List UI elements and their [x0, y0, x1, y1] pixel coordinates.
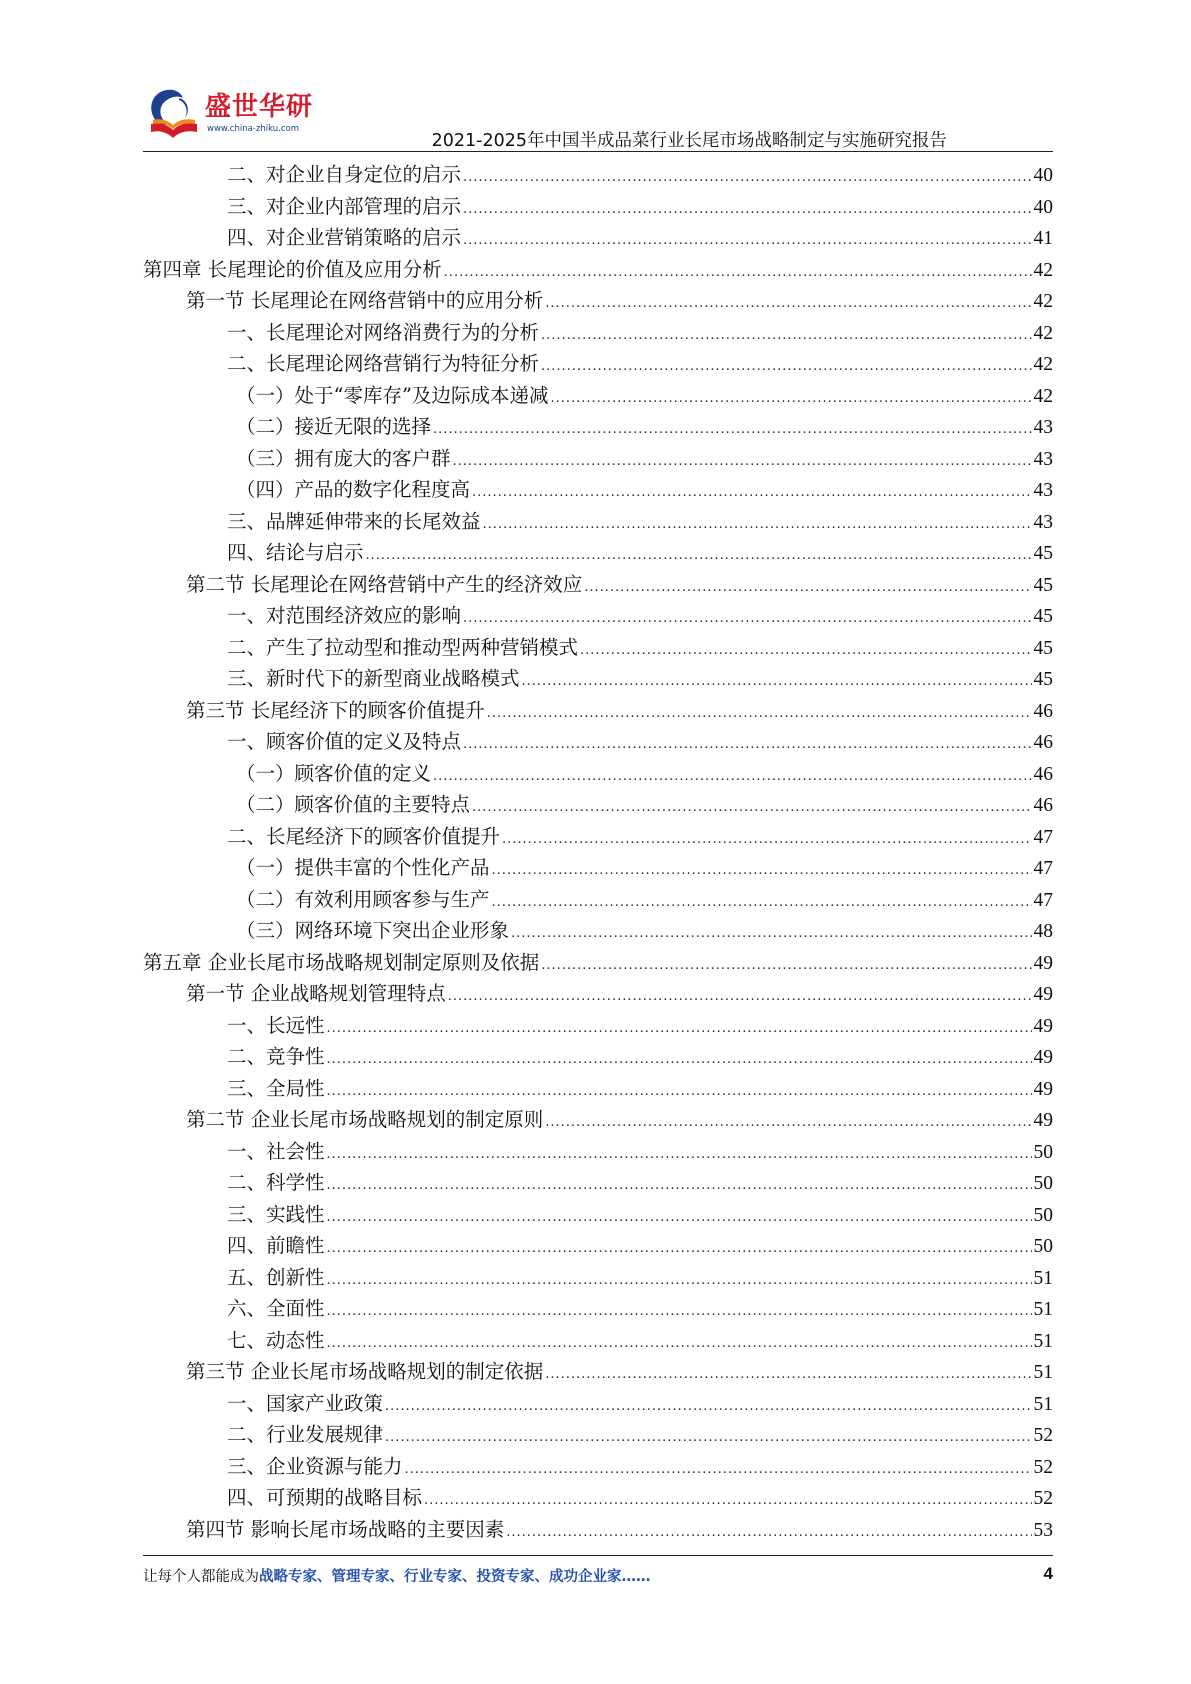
toc-entry-page: 51 — [1033, 1330, 1053, 1352]
brand-logo — [143, 84, 313, 144]
toc-entry-label: 第一节 企业战略规划管理特点 — [186, 982, 446, 1005]
toc-entry[interactable] — [143, 789, 1053, 821]
toc-entry-label: 一、对范围经济效应的影响 — [227, 604, 462, 627]
toc-entry[interactable] — [143, 632, 1053, 664]
toc-entry-page: 50 — [1033, 1204, 1053, 1226]
toc-entry[interactable] — [143, 506, 1053, 538]
toc-dot-leader — [444, 265, 1032, 280]
toc-dot-leader — [502, 832, 1031, 847]
toc-entry-label: 七、动态性 — [227, 1328, 325, 1352]
toc-entry-page: 47 — [1033, 889, 1053, 911]
toc-entry-page: 52 — [1033, 1488, 1053, 1509]
toc-entry-page: 46 — [1033, 700, 1053, 722]
toc-entry-label: 二、长尾理论网络营销行为特征分析 — [227, 352, 540, 375]
toc-entry-label: （一）顾客价值的定义 — [236, 761, 432, 785]
toc-entry-page: 51 — [1033, 1393, 1053, 1415]
toc-dot-leader — [541, 328, 1031, 343]
toc-entry-page: 45 — [1033, 606, 1053, 627]
toc-dot-leader — [511, 926, 1031, 941]
toc-dot-leader — [327, 1241, 1032, 1256]
toc-entry-page: 52 — [1033, 1425, 1053, 1446]
toc-entry[interactable] — [143, 537, 1053, 569]
toc-dot-leader — [327, 1021, 1032, 1036]
toc-entry-label: （二）顾客价值的主要特点 — [236, 793, 471, 816]
toc-entry[interactable] — [143, 884, 1053, 916]
toc-entry[interactable] — [143, 852, 1053, 884]
toc-entry-label: 六、全面性 — [227, 1297, 325, 1320]
toc-entry-page: 46 — [1033, 763, 1053, 785]
toc-entry[interactable] — [143, 380, 1053, 412]
toc-dot-leader — [580, 643, 1031, 658]
toc-entry-page: 42 — [1033, 385, 1053, 407]
toc-entry[interactable] — [143, 1451, 1053, 1483]
toc-dot-leader — [327, 1336, 1032, 1351]
toc-entry-page: 47 — [1033, 826, 1053, 848]
toc-entry[interactable] — [143, 1230, 1053, 1262]
toc-dot-leader — [545, 1367, 1031, 1382]
toc-entry[interactable] — [143, 222, 1053, 254]
toc-entry-page: 41 — [1033, 228, 1053, 249]
toc-entry[interactable] — [143, 978, 1053, 1010]
toc-dot-leader — [483, 517, 1032, 532]
toc-entry[interactable] — [143, 1388, 1053, 1420]
toc-entry-label: 第三节 企业长尾市场战略规划的制定依据 — [186, 1360, 544, 1383]
toc-dot-leader — [545, 1115, 1031, 1130]
toc-entry[interactable] — [143, 411, 1053, 443]
footer-slogan-highlight: 战略专家、管理专家、行业专家、投资专家、成功企业家…… — [259, 1569, 651, 1585]
toc-entry-page: 50 — [1033, 1173, 1053, 1194]
toc-entry-page: 51 — [1033, 1267, 1053, 1289]
toc-entry-page: 49 — [1033, 984, 1053, 1005]
toc-dot-leader — [327, 1273, 1032, 1288]
toc-dot-leader — [487, 706, 1032, 721]
toc-entry-page: 48 — [1033, 921, 1053, 942]
toc-entry-label: 二、产生了拉动型和推动型两种营销模式 — [227, 635, 579, 659]
toc-dot-leader — [463, 611, 1031, 626]
toc-entry[interactable] — [143, 1325, 1053, 1357]
toc-entry[interactable] — [143, 695, 1053, 727]
toc-entry-page: 45 — [1033, 543, 1053, 564]
toc-entry[interactable] — [143, 915, 1053, 947]
toc-dot-leader — [405, 1462, 1032, 1477]
toc-dot-leader — [424, 1493, 1031, 1508]
toc-entry-page: 50 — [1033, 1236, 1053, 1257]
toc-dot-leader — [433, 769, 1031, 784]
toc-dot-leader — [448, 989, 1032, 1004]
toc-entry-page: 49 — [1033, 1110, 1053, 1131]
page-footer — [143, 1565, 1053, 1591]
toc-entry-label: 二、长尾经济下的顾客价值提升 — [227, 824, 501, 848]
toc-entry-label: 四、可预期的战略目标 — [227, 1486, 423, 1509]
book-swirl-logo-icon — [143, 84, 203, 144]
toc-entry[interactable] — [143, 1041, 1053, 1073]
toc-entry-label: 三、品牌延伸带来的长尾效益 — [227, 509, 481, 533]
toc-entry[interactable] — [143, 159, 1053, 191]
toc-entry-page: 49 — [1033, 1078, 1053, 1100]
toc-entry[interactable] — [143, 1482, 1053, 1514]
toc-entry[interactable] — [143, 1010, 1053, 1042]
toc-dot-leader — [453, 454, 1032, 469]
toc-entry-label: 一、长远性 — [227, 1013, 325, 1037]
toc-dot-leader — [327, 1304, 1032, 1319]
toc-entry-page: 40 — [1033, 196, 1053, 218]
toc-entry-label: 三、企业资源与能力 — [227, 1454, 403, 1478]
toc-dot-leader — [327, 1210, 1032, 1225]
toc-entry-label: 第五章 企业长尾市场战略规划制定原则及依据 — [143, 950, 540, 974]
toc-entry-page: 47 — [1033, 858, 1053, 879]
toc-entry-label: 二、竞争性 — [227, 1045, 325, 1068]
toc-entry-label: （二）接近无限的选择 — [236, 415, 432, 438]
toc-entry-page: 43 — [1033, 480, 1053, 501]
toc-entry-page: 43 — [1033, 448, 1053, 470]
toc-dot-leader — [472, 800, 1031, 815]
toc-dot-leader — [463, 170, 1031, 185]
toc-entry-label: 一、国家产业政策 — [227, 1391, 384, 1415]
toc-entry-label: 三、对企业内部管理的启示 — [227, 194, 462, 218]
toc-entry[interactable] — [143, 569, 1053, 601]
toc-entry-page: 49 — [1033, 1015, 1053, 1037]
toc-entry[interactable] — [143, 821, 1053, 853]
toc-entry-label: 一、社会性 — [227, 1139, 325, 1163]
toc-entry-label: （三）拥有庞大的客户群 — [236, 446, 451, 470]
toc-entry[interactable] — [143, 1356, 1053, 1388]
toc-dot-leader — [463, 737, 1031, 752]
toc-entry-page: 42 — [1033, 322, 1053, 344]
toc-entry[interactable] — [143, 1514, 1053, 1546]
toc-entry[interactable] — [143, 663, 1053, 695]
toc-entry-page: 49 — [1033, 1047, 1053, 1068]
toc-dot-leader — [584, 580, 1031, 595]
toc-dot-leader — [463, 202, 1031, 217]
toc-entry[interactable] — [143, 348, 1053, 380]
toc-dot-leader — [492, 895, 1032, 910]
toc-entry[interactable] — [143, 947, 1053, 979]
toc-entry-label: 第四章 长尾理论的价值及应用分析 — [143, 257, 442, 281]
toc-entry-label: 第一节 长尾理论在网络营销中的应用分析 — [186, 289, 544, 312]
toc-dot-leader — [327, 1147, 1032, 1162]
toc-entry-page: 40 — [1033, 165, 1053, 186]
toc-entry-page: 50 — [1033, 1141, 1053, 1163]
brand-url: www.china-zhiku.com — [207, 124, 299, 134]
toc-dot-leader — [472, 485, 1031, 500]
toc-entry[interactable] — [143, 443, 1053, 475]
toc-entry-page: 51 — [1033, 1362, 1053, 1383]
toc-dot-leader — [327, 1178, 1032, 1193]
toc-dot-leader — [327, 1084, 1032, 1099]
toc-entry-page: 45 — [1033, 669, 1053, 690]
toc-entry[interactable] — [143, 254, 1053, 286]
toc-entry[interactable] — [143, 285, 1053, 317]
toc-entry-label: 三、全局性 — [227, 1076, 325, 1100]
toc-dot-leader — [463, 233, 1031, 248]
toc-entry-label: 四、前瞻性 — [227, 1234, 325, 1257]
toc-entry-label: 四、结论与启示 — [227, 541, 364, 564]
brand-name: 盛世华研 — [205, 92, 314, 122]
toc-entry-page: 51 — [1033, 1299, 1053, 1320]
toc-dot-leader — [522, 674, 1032, 689]
toc-entry-page: 49 — [1033, 952, 1053, 974]
toc-entry-label: 三、实践性 — [227, 1202, 325, 1226]
toc-entry-page: 43 — [1033, 511, 1053, 533]
footer-slogan-prefix: 让每个人都能成为 — [143, 1569, 259, 1585]
toc-entry-label: 二、科学性 — [227, 1171, 325, 1194]
toc-entry-label: 五、创新性 — [227, 1265, 325, 1289]
toc-entry[interactable] — [143, 758, 1053, 790]
toc-entry-page: 42 — [1033, 354, 1053, 375]
toc-entry[interactable] — [143, 1104, 1053, 1136]
toc-dot-leader — [433, 422, 1031, 437]
toc-dot-leader — [385, 1399, 1031, 1414]
header-divider — [143, 151, 1053, 152]
toc-entry-page: 46 — [1033, 732, 1053, 753]
toc-entry-label: 第三节 长尾经济下的顾客价值提升 — [186, 698, 485, 722]
toc-entry-label: （三）网络环境下突出企业形象 — [236, 919, 510, 942]
toc-dot-leader — [327, 1052, 1032, 1067]
toc-entry-page: 42 — [1033, 259, 1053, 281]
toc-entry-page: 43 — [1033, 417, 1053, 438]
toc-entry-label: （四）产品的数字化程度高 — [236, 478, 471, 501]
toc-dot-leader — [366, 548, 1032, 563]
toc-entry-page: 52 — [1033, 1456, 1053, 1478]
toc-entry-label: （一）提供丰富的个性化产品 — [236, 856, 490, 879]
toc-entry[interactable] — [143, 726, 1053, 758]
toc-entry-label: 二、行业发展规律 — [227, 1423, 384, 1446]
footer-divider — [143, 1555, 1053, 1556]
toc-entry[interactable] — [143, 1136, 1053, 1168]
toc-entry-label: 四、对企业营销策略的启示 — [227, 226, 462, 249]
toc-entry-label: （二）有效利用顾客参与生产 — [236, 887, 490, 911]
toc-entry[interactable] — [143, 1199, 1053, 1231]
toc-dot-leader — [545, 296, 1031, 311]
toc-entry[interactable] — [143, 1262, 1053, 1294]
toc-entry-page: 45 — [1033, 637, 1053, 659]
toc-entry-label: 第二节 企业长尾市场战略规划的制定原则 — [186, 1108, 544, 1131]
toc-entry[interactable] — [143, 474, 1053, 506]
toc-dot-leader — [541, 359, 1031, 374]
toc-entry[interactable] — [143, 317, 1053, 349]
toc-entry-label: 一、顾客价值的定义及特点 — [227, 730, 462, 753]
toc-entry-label: 第二节 长尾理论在网络营销中产生的经济效应 — [186, 572, 583, 596]
toc-dot-leader — [492, 863, 1032, 878]
report-title: 2021-2025年中国半成品菜行业长尾市场战略制定与实施研究报告 — [431, 131, 947, 151]
toc-entry-page: 45 — [1033, 574, 1053, 596]
toc-entry-page: 46 — [1033, 795, 1053, 816]
toc-entry[interactable] — [143, 1419, 1053, 1451]
toc-dot-leader — [541, 958, 1031, 973]
toc-entry-page: 42 — [1033, 291, 1053, 312]
toc-entry[interactable] — [143, 1293, 1053, 1325]
toc-entry-label: 一、长尾理论对网络消费行为的分析 — [227, 320, 540, 344]
toc-entry-label: （一）处于“零库存”及边际成本递减 — [236, 383, 549, 407]
table-of-contents — [143, 159, 1053, 1545]
toc-entry-label: 三、新时代下的新型商业战略模式 — [227, 667, 520, 690]
toc-entry[interactable] — [143, 191, 1053, 223]
toc-dot-leader — [506, 1525, 1031, 1540]
toc-dot-leader — [550, 391, 1031, 406]
toc-entry[interactable] — [143, 600, 1053, 632]
toc-entry[interactable] — [143, 1167, 1053, 1199]
toc-dot-leader — [385, 1430, 1031, 1445]
page-number: 4 — [1043, 1564, 1053, 1583]
toc-entry-label: 第四节 影响长尾市场战略的主要因素 — [186, 1517, 505, 1541]
toc-entry-label: 二、对企业自身定位的启示 — [227, 163, 462, 186]
toc-entry-page: 53 — [1033, 1519, 1053, 1541]
toc-entry[interactable] — [143, 1073, 1053, 1105]
